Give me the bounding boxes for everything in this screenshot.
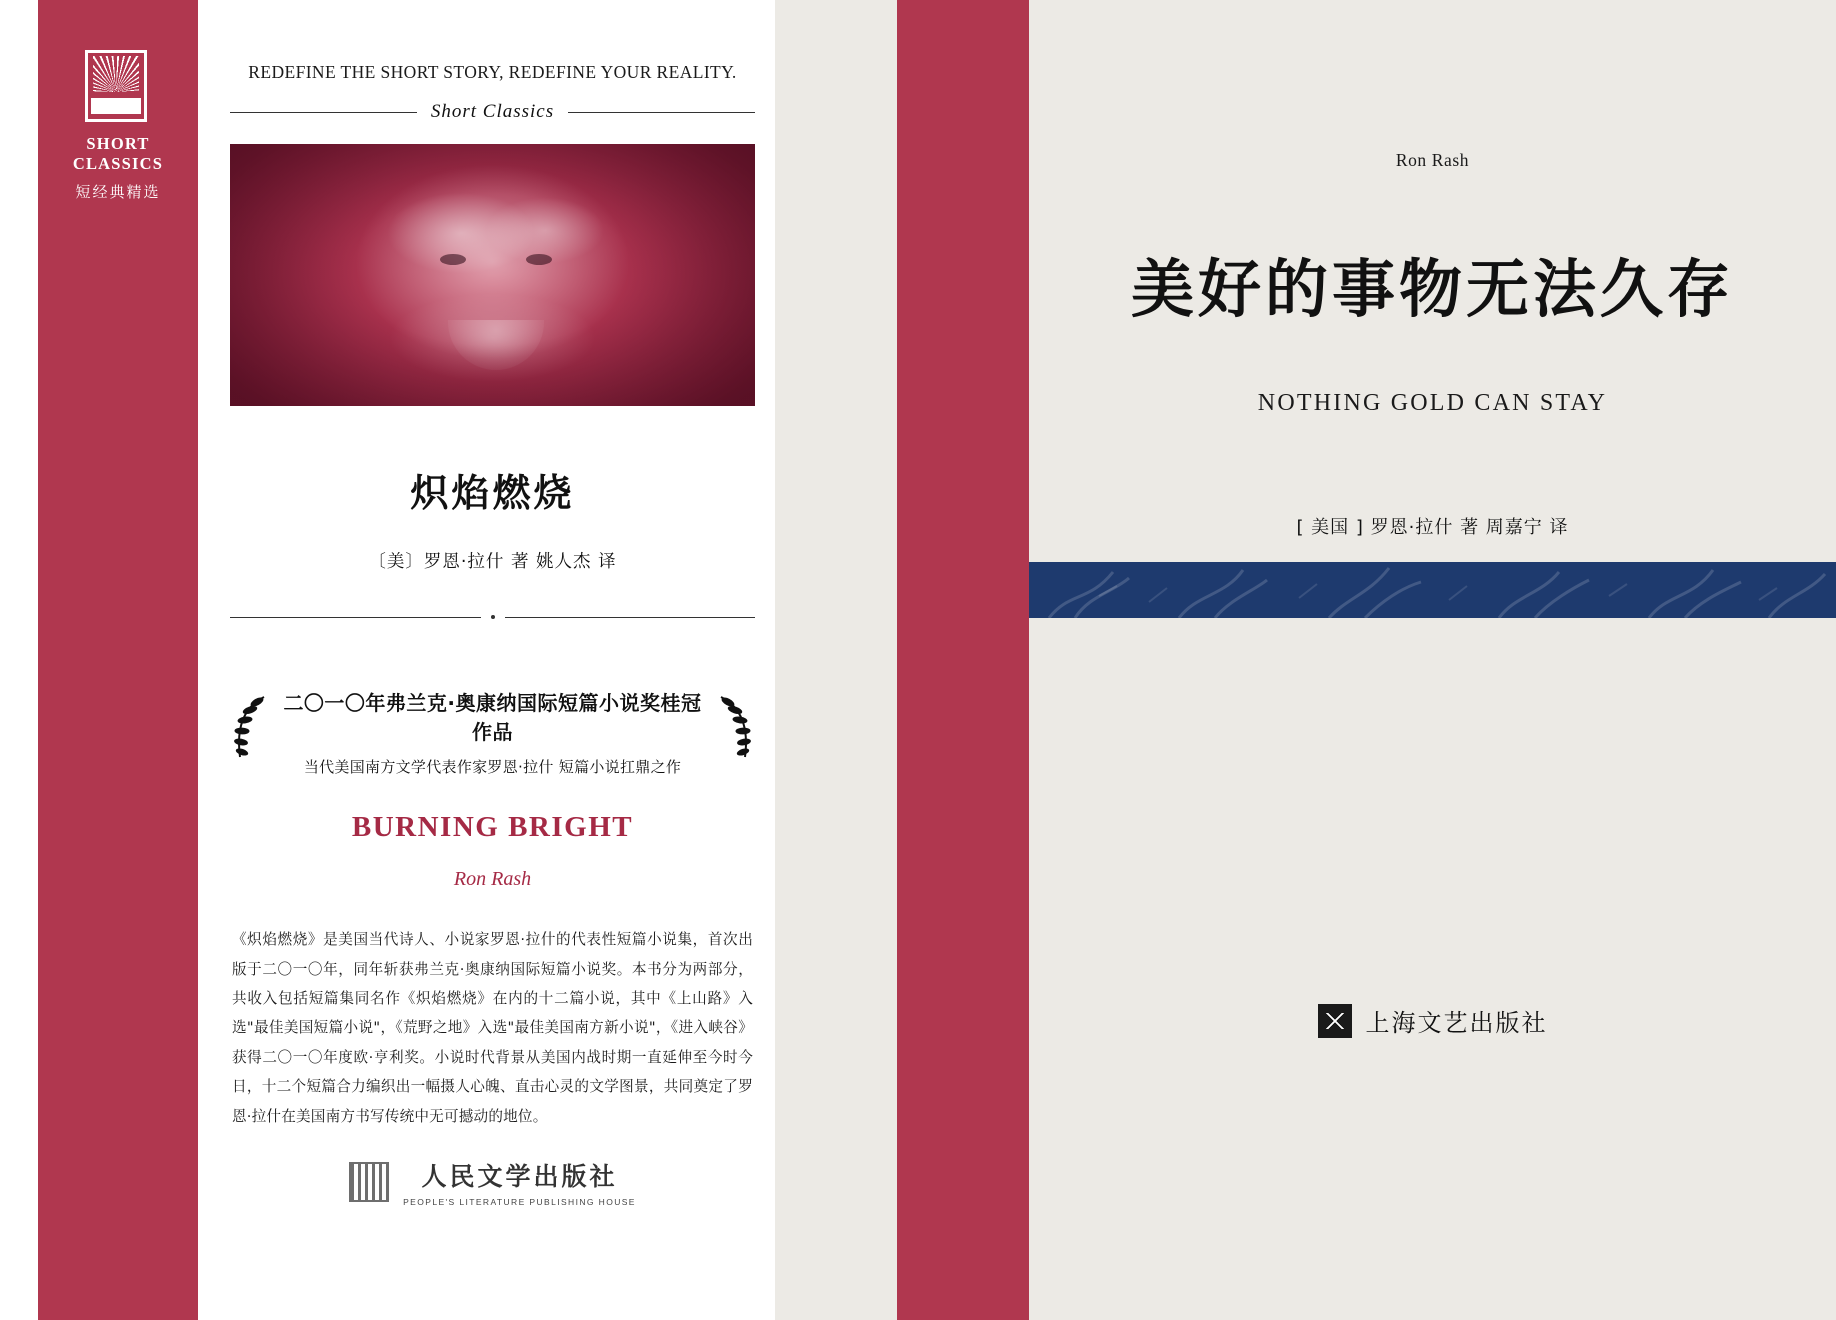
blue-decorative-band <box>1029 562 1836 618</box>
left-author-english: Ron Rash <box>453 868 532 891</box>
laurel-right-icon <box>715 693 755 761</box>
right-title-chinese: 美好的事物无法久存 <box>1131 253 1734 326</box>
publisher-logo-icon <box>1318 1004 1352 1038</box>
portrait-vignette <box>230 144 755 406</box>
series-name: Short Classics <box>430 101 555 122</box>
left-cover-content <box>210 0 775 1320</box>
award-line-secondary: 当代美国南方文学代表作家罗恩·拉什 短篇小说扛鼎之作 <box>303 758 682 776</box>
right-cover-panel <box>1029 0 1836 1320</box>
award-line-primary: 二〇一〇年弗兰克·奥康纳国际短篇小说奖桂冠作品 <box>283 691 702 744</box>
author-portrait-image <box>230 144 755 406</box>
right-book-cover <box>775 0 1836 1320</box>
series-logo-chinese: 短经典精选 <box>75 183 161 201</box>
book-fan-logo-icon <box>85 50 151 124</box>
left-title-chinese: 炽焰燃烧 <box>410 471 575 515</box>
right-byline-chinese: [ 美国 ] 罗恩·拉什 著 周嘉宁 译 <box>1296 517 1569 538</box>
series-logo <box>44 50 192 202</box>
branch-pattern-icon <box>1029 562 1836 618</box>
laurel-left-icon <box>230 693 270 761</box>
right-cover-spine-band <box>897 0 1029 1320</box>
divider-dot-icon <box>491 615 495 619</box>
publisher-name-english: PEOPLE'S LITERATURE PUBLISHING HOUSE <box>403 1197 636 1208</box>
divider-rule-right <box>505 617 756 618</box>
left-byline-chinese: 〔美〕罗恩·拉什 著 姚人杰 译 <box>368 552 617 572</box>
right-publisher-name: 上海文艺出版社 <box>1365 1009 1548 1037</box>
publisher-names <box>403 1157 636 1207</box>
publisher-seal-icon <box>349 1162 389 1202</box>
publisher-name-chinese: 人民文学出版社 <box>421 1162 618 1192</box>
right-publisher <box>1029 1003 1836 1038</box>
ornamental-divider <box>230 615 755 619</box>
back-cover-blurb: 《炽焰燃烧》是美国当代诗人、小说家罗恩·拉什的代表性短篇小说集，首次出版于二〇一〇年，同年斩获弗兰克·奥康纳国际短篇小说奖。本书分为两部分，共收入包括短篇集同名作《炽焰燃烧》在内的十二篇小说，其中《上山路》入选"最佳美国短篇小说"，《荒野之地》入选"最佳美国南方新小说"，《进入峡谷》获得二〇一〇年度欧·亨利奖。小说时代背景从美国内战时期一直延伸至今时今日，十二个短篇合力编织出一幅摄人心魄、直击心灵的文学图景，共同奠定了罗恩·拉什在美国南方书写传统中无可撼动的地位。 <box>232 931 753 1125</box>
right-author-english: Ron Rash <box>1395 150 1470 170</box>
series-name-row <box>230 101 755 123</box>
award-text <box>230 687 755 777</box>
left-title-english: BURNING BRIGHT <box>351 811 634 843</box>
left-publisher <box>230 1157 755 1207</box>
rule-left <box>230 112 417 113</box>
award-block <box>230 687 755 776</box>
tagline: REDEFINE THE SHORT STORY, REDEFINE YOUR REALITY. <box>248 62 737 82</box>
rule-right <box>568 112 755 113</box>
left-book-cover <box>0 0 775 1320</box>
series-logo-english: SHORT CLASSICS <box>72 134 164 173</box>
divider-rule-left <box>230 617 481 618</box>
right-title-english: NOTHING GOLD CAN STAY <box>1257 390 1608 416</box>
